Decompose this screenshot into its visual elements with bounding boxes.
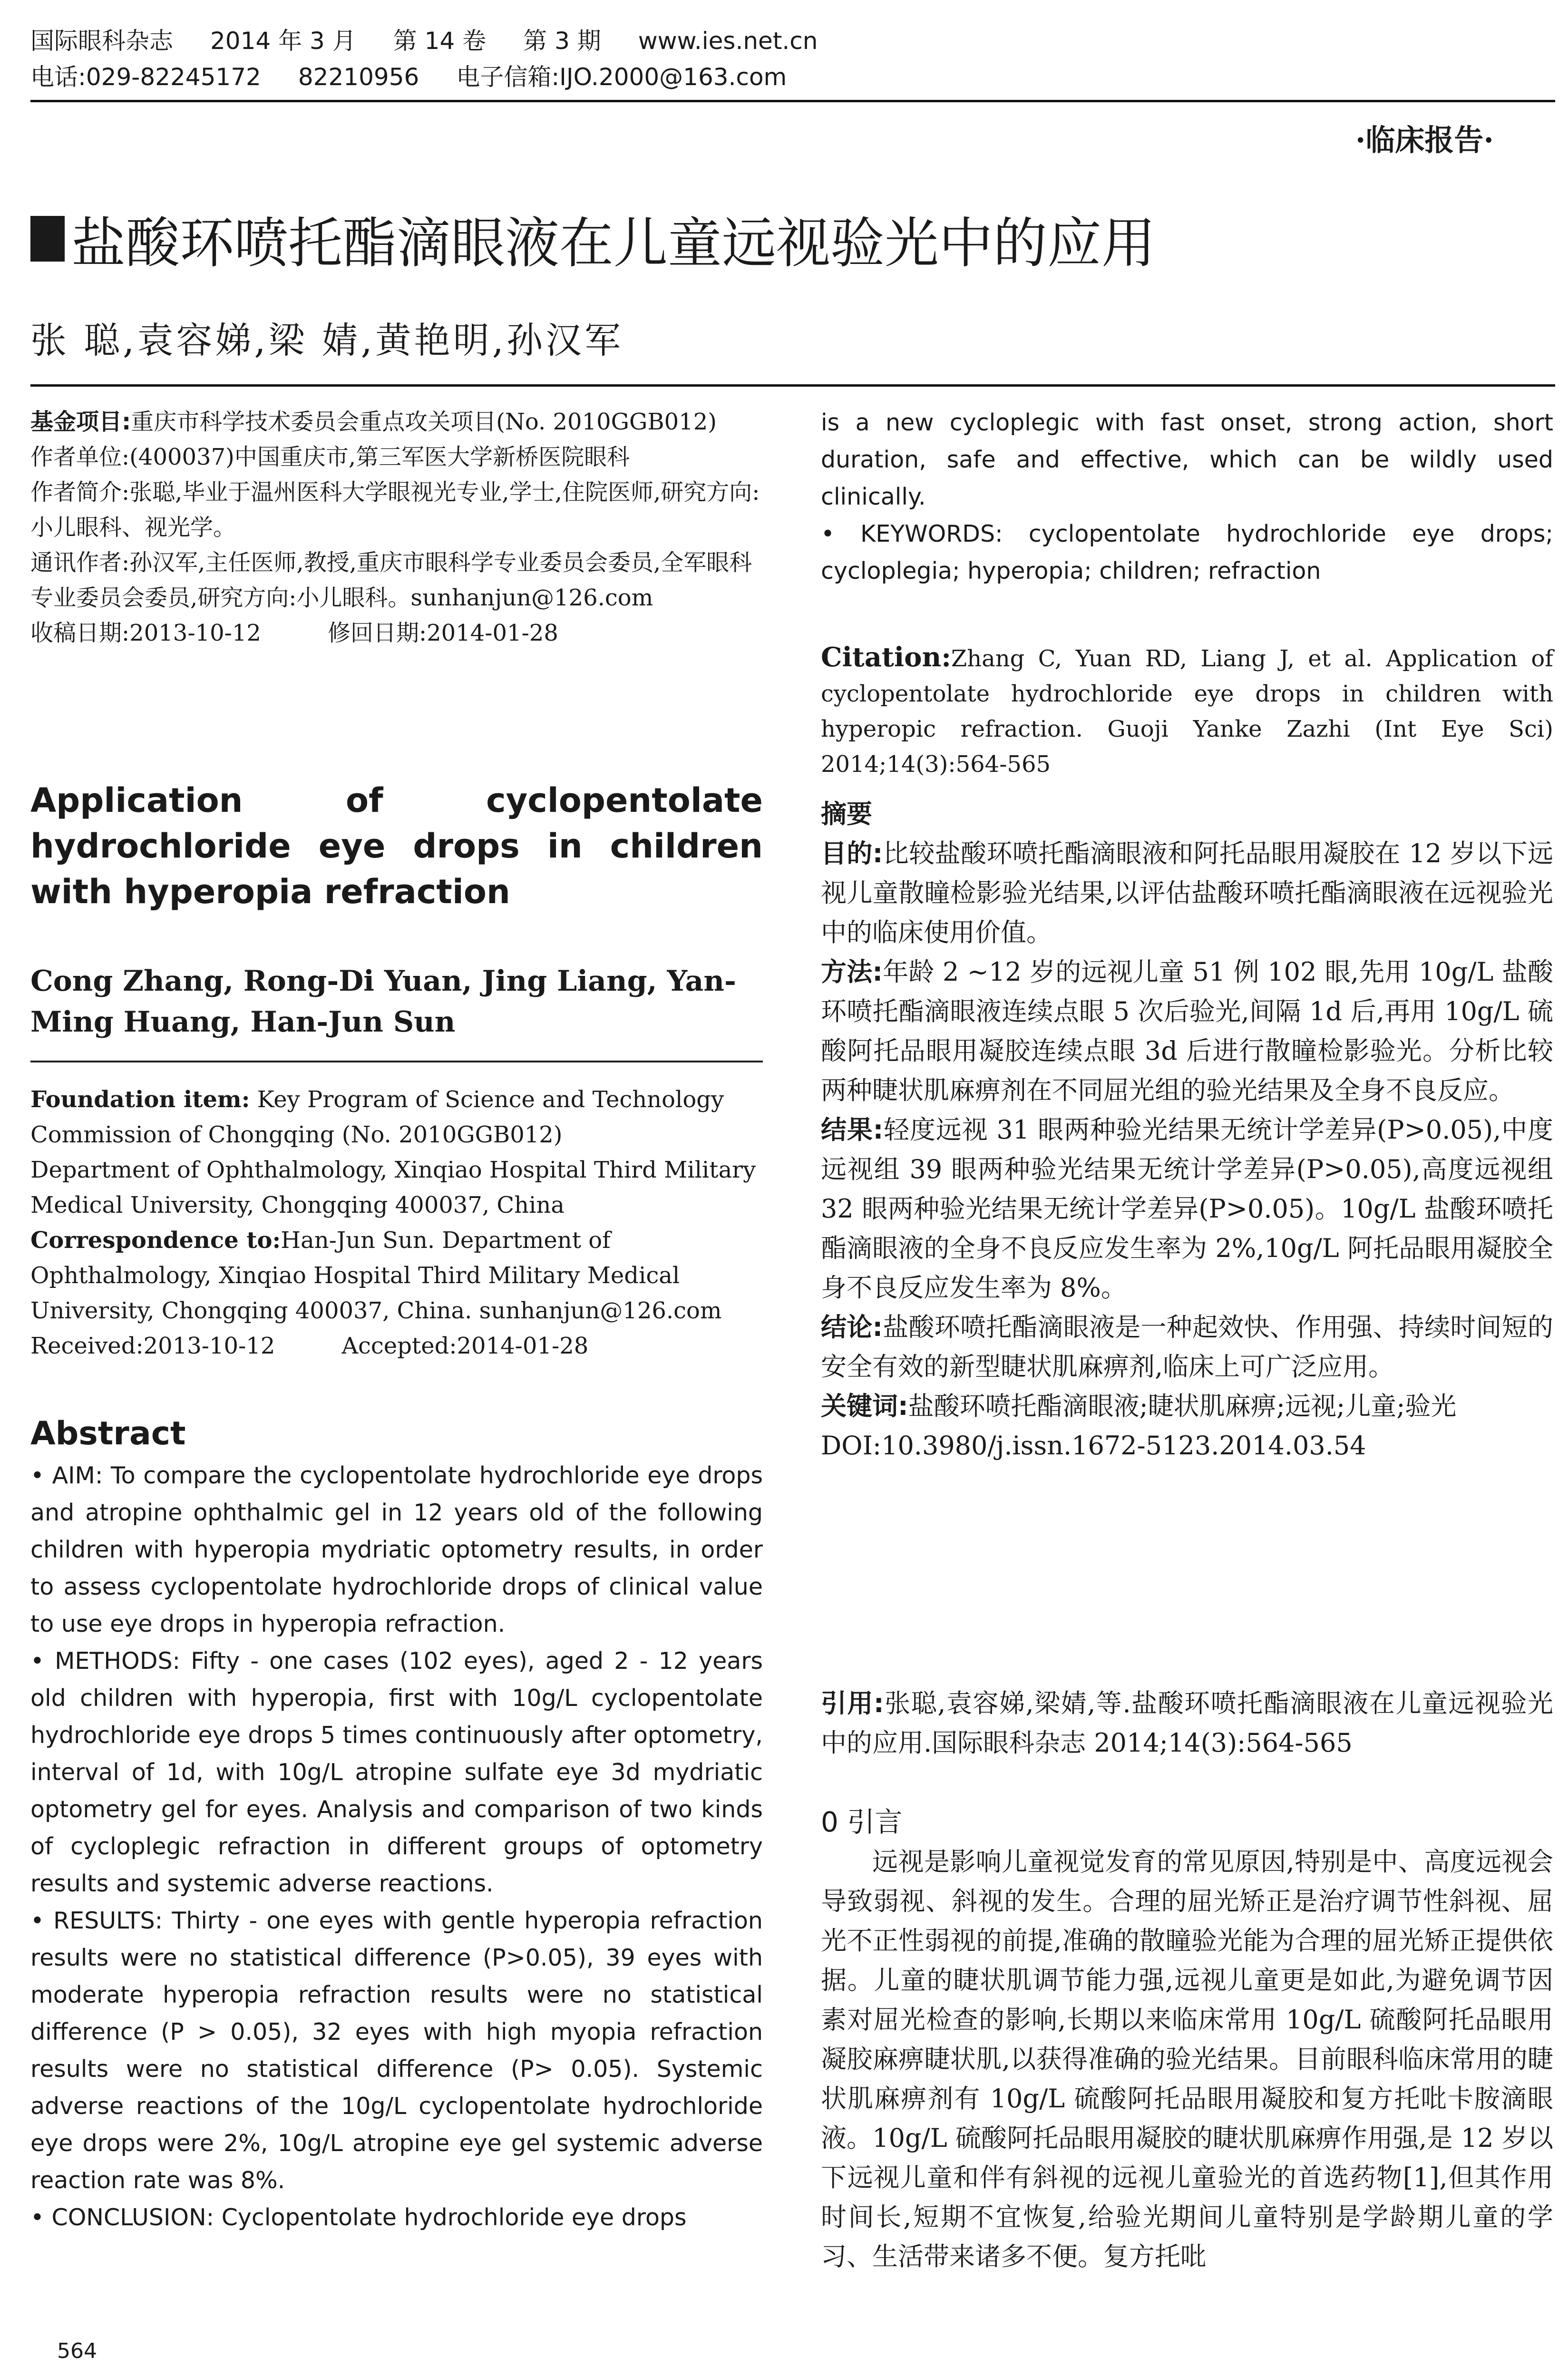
en-received: Received:2013-10-12 <box>30 1333 275 1359</box>
cn-conclusion-text: 盐酸环喷托酯滴眼液是一种起效快、作用强、持续时间短的安全有效的新型睫状肌麻痹剂,临床上可广泛应用。 <box>821 1312 1553 1382</box>
english-title: Application of cyclopentolate hydrochloride eye drops in children with hyperopia refraction <box>30 781 763 911</box>
article-title-text: 盐酸环喷托酯滴眼液在儿童远视验光中的应用 <box>71 212 1156 275</box>
english-rule <box>30 1061 763 1062</box>
fund-item <box>30 404 763 439</box>
revised-date: 修回日期:2014-01-28 <box>327 620 558 646</box>
cn-keywords-text: 盐酸环喷托酯滴眼液;睫状肌麻痹;远视;儿童;验光 <box>908 1391 1457 1421</box>
abstract-conclusion-start: • CONCLUSION: Cyclopentolate hydrochloride eye drops <box>30 2204 687 2231</box>
cn-citation-label: 引用: <box>821 1688 884 1718</box>
page-number: 564 <box>57 2339 97 2363</box>
title-initial-block <box>30 216 65 262</box>
author-unit: 作者单位:(400037)中国重庆市,第三军医大学新桥医院眼科 <box>30 444 630 470</box>
cn-citation-text: 张聪,袁容娣,梁婧,等.盐酸环喷托酯滴眼液在儿童远视验光中的应用.国际眼科杂志 2014;14(3):564-565 <box>821 1688 1553 1758</box>
corresponding-author: 通讯作者:孙汉军,主任医师,教授,重庆市眼科学专业委员会委员,全军眼科专业委员会委员,研究方向:小儿眼科。sunhanjun@126.com <box>30 549 752 611</box>
section-tag: ·临床报告· <box>1355 123 1494 157</box>
cn-results <box>821 1110 1553 1307</box>
volume: 第 14 卷 <box>393 27 487 55</box>
abstract-continued <box>821 404 1553 590</box>
issue: 第 3 期 <box>523 27 601 55</box>
journal-name: 国际眼科杂志 <box>30 27 173 55</box>
cn-methods-label: 方法: <box>821 957 883 987</box>
abstract-body <box>30 1457 763 2236</box>
abstract-conclusion-end: is a new cycloplegic with fast onset, strong action, short duration, safe and effective, which can be wildly used clinically. <box>821 409 1553 510</box>
intro-text: 远视是影响儿童视觉发育的常见原因,特别是中、高度远视会导致弱视、斜视的发生。合理的屈光矫正是治疗调节性斜视、屈光不正性弱视的前提,准确的散瞳验光能为合理的屈光矫正提供依据。儿童的睫状肌调节能力强,远视儿童更是如此,为避免调节因素对屈光检查的影响,长期以来临床常用 10g/L 硫酸阿托品眼用凝胶麻痹睫状肌,以获得准确的验光结果。目前眼科临床常用的睫状肌麻痹剂有 10g/L 硫酸阿托品眼用凝胶和复方托吡卡胺滴眼液。10g/L 硫酸阿托品眼用凝胶的睫状肌麻痹作用强,是 12 岁以下远视儿童和伴有斜视的远视儿童验光的首选药物[1],但其作用时间长,短期不宜恢复,给验光期间儿童特别是学龄期儿童的学习、生活带来诸多不便。复方托吡 <box>821 1847 1553 2271</box>
abstract-methods: • METHODS: Fifty - one cases (102 eyes), aged 2 - 12 years old children with hyperopia, first with 10g/L cyclopentolate hydrochloride eye drops 5 times continuously after optometry, interval of 1d, with 10g/L atropine sulfate eye 3d mydriatic optometry gel for eyes. Analysis and comparison of two kinds of cycloplegic refraction in different groups of optometry results and systemic adverse reactions. <box>30 1647 763 1897</box>
received-date: 收稿日期:2013-10-12 <box>30 620 261 646</box>
citation-text: Zhang C, Yuan RD, Liang J, et al. Application of cyclopentolate hydrochloride eye drops in children with hyperopic refraction. Guoji Yanke Zazhi (Int Eye Sci) 2014;14(3):564-565 <box>821 645 1553 778</box>
abstract-results: • RESULTS: Thirty - one eyes with gentle hyperopia refraction results were no statistical difference (P>0.05), 39 eyes with moderate hyperopia refraction results were no statistical difference (P > 0.05), 32 eyes with high myopia refraction results were no statistical difference (P> 0.05). Systemic adverse reactions of the 10g/L cyclopentolate hydrochloride eye drops were 2%, 10g/L atropine eye gel systemic adverse reaction rate was 8%. <box>30 1907 763 2194</box>
title-rule <box>30 384 1555 387</box>
abstract-aim: • AIM: To compare the cyclopentolate hydrochloride eye drops and atropine ophthalmic gel in 12 years old of the following children with hyperopia mydriatic optometry results, in order to assess cyclopentolate hydrochloride drops of clinical value to use eye drops in hyperopia refraction. <box>30 1462 763 1637</box>
abstract <box>30 1415 763 2236</box>
en-meta <box>30 1082 763 1364</box>
cn-conclusion-label: 结论: <box>821 1312 883 1342</box>
cn-meta <box>30 404 763 651</box>
authors: 张 聪,袁容娣,梁 婧,黄艳明,孙汉军 <box>30 319 623 361</box>
doi[interactable]: DOI:10.3980/j.issn.1672-5123.2014.03.54 <box>821 1431 1366 1461</box>
cn-citation <box>821 1684 1553 1763</box>
cn-abstract-heading: 摘要 <box>821 799 872 829</box>
intro-heading: 0 引言 <box>821 1806 903 1838</box>
citation <box>821 640 1553 782</box>
cn-conclusion <box>821 1307 1553 1386</box>
foundation-text: Key Program of Science and Technology Commission of Chongqing (No. 2010GGB012) <box>30 1086 724 1148</box>
dates <box>30 615 763 651</box>
cn-aim-label: 目的: <box>821 838 883 868</box>
email[interactable]: 电子信箱:IJO.2000@163.com <box>456 63 787 91</box>
cn-keywords-label: 关键词: <box>821 1391 908 1421</box>
cn-abstract <box>821 794 1553 1465</box>
correspondence <box>30 1223 763 1328</box>
cn-results-text: 轻度远视 31 眼两种验光结果无统计学差异(P>0.05),中度远视组 39 眼两种验光结果无统计学差异(P>0.05),高度远视组 32 眼两种验光结果无统计学差异(P>0.05)。10g/L 盐酸环喷托酯滴眼液的全身不良反应发生率为 2%,10g/L 阿托品眼用凝胶全身不良反应发生率为 8%。 <box>821 1115 1553 1303</box>
introduction <box>821 1802 1553 2276</box>
header-line-2 <box>30 59 1538 95</box>
foundation-item <box>30 1082 763 1152</box>
author-bio: 作者简介:张聪,毕业于温州医科大学眼视光专业,学士,住院医师,研究方向:小儿眼科、视光学。 <box>30 479 760 541</box>
fund-label: 基金项目: <box>30 409 131 435</box>
fund-text: 重庆市科学技术委员会重点攻关项目(No. 2010GGB012) <box>131 409 717 435</box>
journal-header <box>30 23 1538 95</box>
abstract-heading: Abstract <box>30 1415 186 1452</box>
phone: 电话:029-82245172 <box>30 63 261 91</box>
cn-methods <box>821 952 1553 1110</box>
correspondence-label: Correspondence to: <box>30 1227 281 1254</box>
english-authors: Cong Zhang, Rong-Di Yuan, Jing Liang, Yan-Ming Huang, Han-Jun Sun <box>30 964 736 1039</box>
en-accepted: Accepted:2014-01-28 <box>341 1333 589 1359</box>
article-title <box>30 200 1156 278</box>
en-dates <box>30 1328 763 1364</box>
cn-aim <box>821 834 1553 952</box>
correspondence-text: Han-Jun Sun. Department of Ophthalmology, Xinqiao Hospital Third Military Medical University, Chongqing 400037, China. sunhanjun@126.com <box>30 1227 722 1324</box>
citation-label: Citation: <box>821 642 951 673</box>
department: Department of Ophthalmology, Xinqiao Hospital Third Military Medical University, Chongqing 400037, China <box>30 1157 756 1218</box>
abstract-keywords: • KEYWORDS: cyclopentolate hydrochloride eye drops; cycloplegia; hyperopia; children; refraction <box>821 520 1553 585</box>
journal-website[interactable]: www.ies.net.cn <box>638 27 818 55</box>
cn-results-label: 结果: <box>821 1115 884 1145</box>
header-line-1 <box>30 23 1538 59</box>
foundation-label: Foundation item: <box>30 1086 250 1113</box>
issue-date: 2014 年 3 月 <box>210 27 356 55</box>
header-rule <box>30 100 1555 102</box>
cn-keywords <box>821 1386 1553 1426</box>
phone-2: 82210956 <box>298 63 419 91</box>
cn-methods-text: 年龄 2 ~12 岁的远视儿童 51 例 102 眼,先用 10g/L 盐酸环喷托酯滴眼液连续点眼 5 次后验光,间隔 1d 后,再用 10g/L 硫酸阿托品眼用凝胶连续点眼 3d 后进行散瞳检影验光。分析比较两种睫状肌麻痹剂在不同屈光组的验光结果及全身不良反应。 <box>821 957 1553 1105</box>
cn-aim-text: 比较盐酸环喷托酯滴眼液和阿托品眼用凝胶在 12 岁以下远视儿童散瞳检影验光结果,以评估盐酸环喷托酯滴眼液在远视验光中的临床使用价值。 <box>821 838 1553 947</box>
